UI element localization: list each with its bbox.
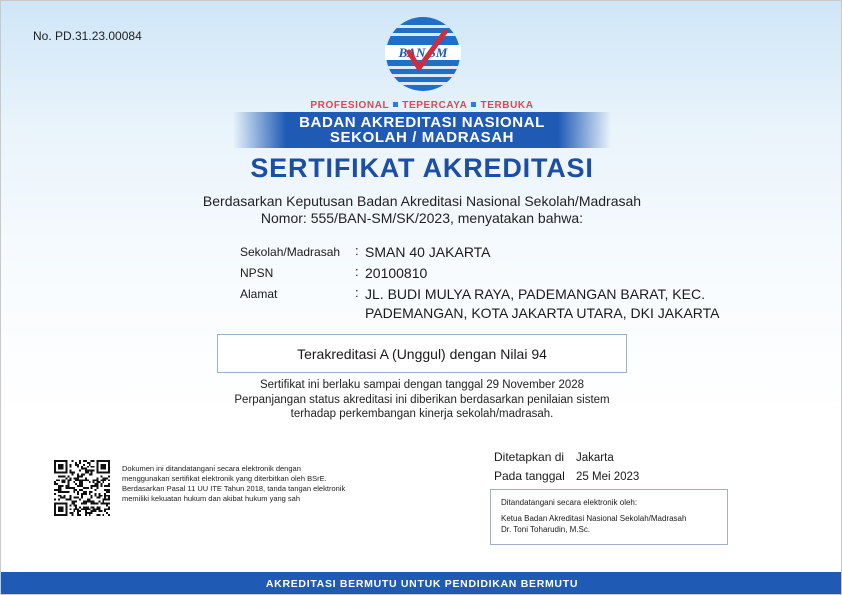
- legal-line: menggunakan sertifikat elektronik yang diterbitkan oleh BSrE.: [122, 474, 327, 483]
- legal-line: Berdasarkan Pasal 11 UU ITE Tahun 2018, tanda tangan elektronik: [122, 484, 346, 493]
- signature-box: [490, 489, 728, 545]
- signatory-name: Dr. Toni Toharudin, M.Sc.: [501, 525, 591, 534]
- validity-line-1: Sertifikat ini berlaku sampai dengan tanggal 29 November 2028: [259, 379, 585, 391]
- field-value: 20100810: [365, 265, 428, 281]
- school-details: [240, 243, 745, 325]
- organization-banner: [233, 112, 611, 148]
- tagline-word: TERBUKA: [480, 100, 534, 111]
- signature-heading: Ditandatangani secara elektronik oleh:: [501, 498, 638, 507]
- field-row-school: Sekolah/Madrasah : SMAN 40 JAKARTA: [240, 243, 745, 262]
- certificate-number: No. PD.31.23.00084: [33, 29, 142, 43]
- ban-sm-logo: [385, 16, 461, 92]
- place-value: Jakarta: [576, 452, 614, 464]
- validity-text: [1, 378, 842, 422]
- accreditation-grade-box: [217, 334, 627, 373]
- separator-square: [471, 102, 476, 107]
- logo-text: BAN SM: [398, 45, 448, 60]
- tagline: [1, 100, 842, 111]
- field-label: Sekolah/Madrasah: [240, 245, 341, 259]
- intro-line-1: Berdasarkan Keputusan Badan Akreditasi Nasional Sekolah/Madrasah: [202, 193, 642, 209]
- separator-square: [393, 102, 398, 107]
- certificate-title: SERTIFIKAT AKREDITASI: [250, 153, 594, 183]
- organization-line-2: SEKOLAH / MADRASAH: [329, 129, 515, 146]
- place-label: Ditetapkan di: [494, 450, 565, 464]
- legal-line: Dokumen ini ditandatangani secara elektronik dengan: [122, 464, 301, 473]
- validity-line-3: terhadap perkembangan kinerja sekolah/madrasah.: [290, 408, 554, 420]
- intro-text: [1, 193, 842, 227]
- tagline-word: PROFESIONAL: [310, 100, 390, 111]
- field-label: Alamat: [240, 287, 278, 301]
- field-value: SMAN 40 JAKARTA: [365, 244, 491, 260]
- legal-line: memiliki kekuatan hukum dan akibat hukum yang sah: [122, 494, 301, 503]
- date-label: Pada tanggal: [494, 469, 565, 483]
- signatory-position: Ketua Badan Akreditasi Nasional Sekolah/Madrasah: [501, 514, 687, 523]
- footer-banner: AKREDITASI BERMUTU UNTUK PENDIDIKAN BERMUTU: [1, 572, 842, 595]
- accreditation-grade: Terakreditasi A (Unggul) dengan Nilai 94: [297, 345, 547, 362]
- organization-line-1: BADAN AKREDITASI NASIONAL: [299, 114, 545, 131]
- date-value: 25 Mei 2023: [576, 471, 640, 483]
- issuance-info: [494, 448, 639, 486]
- field-value: JL. BUDI MULYA RAYA, PADEMANGAN BARAT, KEC. PADEMANGAN, KOTA JAKARTA UTARA, DKI JAKARTA: [365, 286, 720, 321]
- intro-line-2: Nomor: 555/BAN-SM/SK/2023, menyatakan bahwa:: [260, 210, 584, 226]
- validity-line-2: Perpanjangan status akreditasi ini diberikan berdasarkan penilaian sistem: [234, 393, 610, 406]
- qr-code-icon: [54, 460, 110, 516]
- electronic-signature-notice: [122, 464, 402, 504]
- field-label: NPSN: [240, 266, 274, 280]
- field-row-npsn: NPSN : 20100810: [240, 264, 745, 283]
- tagline-word: TEPERCAYA: [402, 100, 468, 111]
- field-row-address: Alamat : JL. BUDI MULYA RAYA, PADEMANGAN BARAT, KEC. PADEMANGAN, KOTA JAKARTA UTARA, DKI JAKARTA: [240, 285, 745, 323]
